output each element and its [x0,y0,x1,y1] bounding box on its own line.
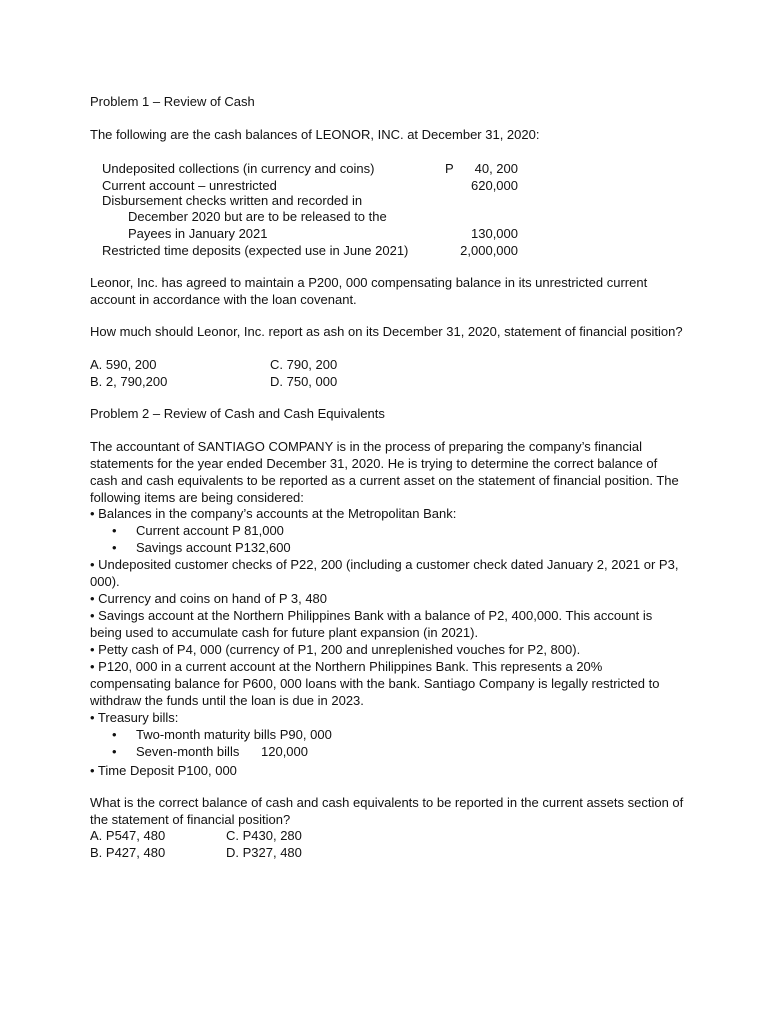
cash-item-label: Undeposited collections (in currency and coins) [102,161,375,176]
cash-item-amount: 2,000,000 [460,243,518,258]
bullet-compensating-balance: • P120, 000 in a current account at the Northern Philippines Bank. This represents a 20% compensating balance for P600, 000 loans with the bank. Santiago Company is legally restricted to withdraw the funds until the loan is due in 2023. [90,659,660,708]
choice-d: D. P327, 480 [226,845,302,860]
cash-item-row [90,242,530,259]
problem-1-intro: The following are the cash balances of LEONOR, INC. at December 31, 2020: [90,127,540,142]
choice-a: A. P547, 480 [90,828,166,843]
cash-item-row [90,225,530,242]
sub-bullet-text: Current account P 81,000 [136,523,284,538]
bullet-icon: • [112,523,117,538]
cash-item-amount: 620,000 [471,178,518,193]
bullet-petty-cash: • Petty cash of P4, 000 (currency of P1, 200 and unreplenished vouches for P2, 800). [90,642,581,657]
sub-bullet-text: Two-month maturity bills P90, 000 [136,727,332,742]
problem-2-intro: The accountant of SANTIAGO COMPANY is in the process of preparing the company’s financial statements for the year ended December 31, 2020. He is trying to determine the correct balance of cash and cash equivalents to be reported as a current asset on the statement of financial position. The following items are being considered: [90,439,679,505]
choice-a: A. 590, 200 [90,357,157,372]
problem-1-note: Leonor, Inc. has agreed to maintain a P200, 000 compensating balance in its unrestricted current account in accordance with the loan covenant. [90,275,648,307]
bullet-metropolitan-bank: • Balances in the company’s accounts at the Metropolitan Bank: [90,506,457,521]
bullet-icon: • [112,727,117,742]
bullet-icon: • [112,744,117,759]
choice-b: B. P427, 480 [90,845,166,860]
sub-bullet-text: Savings account P132,600 [136,540,291,555]
choice-c: C. 790, 200 [270,357,338,372]
bullet-savings-account: • Savings account at the Northern Philippines Bank with a balance of P2, 400,000. This account is being used to accumulate cash for future plant expansion (in 2021). [90,608,653,640]
cash-item-row [90,160,530,177]
currency-symbol: P [445,161,454,176]
cash-item-label: December 2020 but are to be released to the [128,209,387,224]
choice-b: B. 2, 790,200 [90,374,168,389]
sub-bullet-text: Seven-month bills 120,000 [136,744,308,759]
cash-item-label: Payees in January 2021 [128,226,268,241]
cash-item-row [90,208,530,225]
cash-item-label: Restricted time deposits (expected use in June 2021) [102,243,409,258]
bullet-treasury-bills: • Treasury bills: [90,710,179,725]
cash-item-amount: 130,000 [471,226,518,241]
cash-item-row [90,192,530,209]
choice-d: D. 750, 000 [270,374,338,389]
bullet-currency-coins: • Currency and coins on hand of P 3, 480 [90,591,328,606]
bullet-time-deposit: • Time Deposit P100, 000 [90,763,237,778]
problem-2-title: Problem 2 – Review of Cash and Cash Equivalents [90,406,385,421]
choice-c: C. P430, 280 [226,828,302,843]
problem-1-question: How much should Leonor, Inc. report as ash on its December 31, 2020, statement of financial position? [90,324,683,339]
cash-item-label: Disbursement checks written and recorded in [102,193,363,208]
problem-1-title: Problem 1 – Review of Cash [90,94,255,109]
cash-item-label: Current account – unrestricted [102,178,277,193]
bullet-icon: • [112,540,117,555]
cash-item-amount: 40, 200 [474,161,518,176]
problem-2-question: What is the correct balance of cash and cash equivalents to be reported in the current assets section of the statement of financial position? [90,795,684,827]
bullet-undeposited-checks: • Undeposited customer checks of P22, 200 (including a customer check dated January 2, 2021 or P3, 000). [90,557,679,589]
